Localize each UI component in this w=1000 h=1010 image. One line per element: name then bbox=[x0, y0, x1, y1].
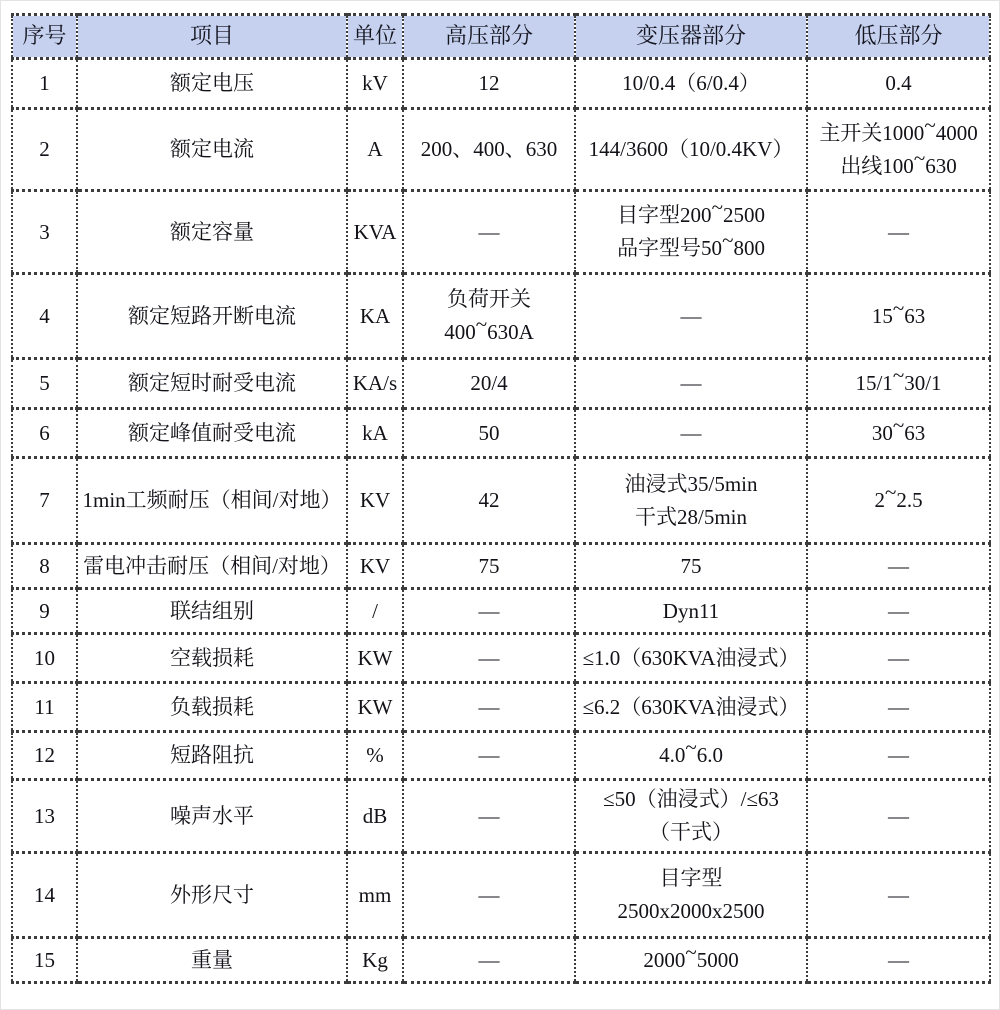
table-cell-unit: KV bbox=[347, 458, 403, 544]
table-cell-hv: — bbox=[403, 938, 575, 983]
column-header-no: 序号 bbox=[12, 15, 77, 59]
raised-tilde: ~ bbox=[892, 363, 905, 388]
table-cell-hv: 42 bbox=[403, 458, 575, 544]
table-cell-unit: Kg bbox=[347, 938, 403, 983]
table-cell-unit: KV bbox=[347, 544, 403, 589]
table-cell-unit: dB bbox=[347, 780, 403, 853]
table-cell-lv: — bbox=[807, 780, 990, 853]
table-cell-unit: KA/s bbox=[347, 359, 403, 409]
table-cell-hv: 20/4 bbox=[403, 359, 575, 409]
table-row bbox=[12, 780, 990, 853]
table-row bbox=[12, 544, 990, 589]
table-cell-hv: 12 bbox=[403, 59, 575, 109]
column-header-hv: 高压部分 bbox=[403, 15, 575, 59]
table-cell-item: 额定短路开断电流 bbox=[77, 274, 347, 359]
table-body bbox=[12, 59, 990, 983]
raised-tilde: ~ bbox=[892, 295, 905, 320]
table-cell-item: 额定电压 bbox=[77, 59, 347, 109]
table-cell-tr: 目字型 2500x2000x2500 bbox=[575, 853, 807, 938]
table-cell-item: 额定峰值耐受电流 bbox=[77, 409, 347, 458]
table-cell-item: 重量 bbox=[77, 938, 347, 983]
table-cell-no: 4 bbox=[12, 274, 77, 359]
table-row bbox=[12, 359, 990, 409]
table-cell-unit: % bbox=[347, 732, 403, 780]
table-cell-item: 雷电冲击耐压（相间/对地） bbox=[77, 544, 347, 589]
table-cell-no: 13 bbox=[12, 780, 77, 853]
raised-tilde: ~ bbox=[711, 195, 723, 220]
raised-tilde: ~ bbox=[685, 735, 697, 760]
table-cell-item: 额定电流 bbox=[77, 109, 347, 191]
table-row bbox=[12, 853, 990, 938]
table-cell-lv: 15~63 bbox=[807, 274, 990, 359]
table-cell-tr: — bbox=[575, 409, 807, 458]
table-row bbox=[12, 59, 990, 109]
table-cell-tr: 144/3600（10/0.4KV） bbox=[575, 109, 807, 191]
column-header-lv: 低压部分 bbox=[807, 15, 990, 59]
table-cell-item: 空载损耗 bbox=[77, 634, 347, 683]
table-cell-hv: 200、400、630 bbox=[403, 109, 575, 191]
table-cell-item: 额定短时耐受电流 bbox=[77, 359, 347, 409]
table-cell-lv: 主开关1000~4000 出线100~630 bbox=[807, 109, 990, 191]
raised-tilde: ~ bbox=[475, 312, 488, 337]
table-cell-no: 1 bbox=[12, 59, 77, 109]
table-cell-lv: 30~63 bbox=[807, 409, 990, 458]
table-cell-item: 负载损耗 bbox=[77, 683, 347, 732]
raised-tilde: ~ bbox=[892, 412, 905, 437]
table-cell-hv: — bbox=[403, 589, 575, 634]
raised-tilde: ~ bbox=[722, 228, 734, 253]
table-cell-no: 15 bbox=[12, 938, 77, 983]
table-row bbox=[12, 109, 990, 191]
table-cell-lv: — bbox=[807, 732, 990, 780]
column-header-tr: 变压器部分 bbox=[575, 15, 807, 59]
table-cell-unit: kV bbox=[347, 59, 403, 109]
table-row bbox=[12, 458, 990, 544]
table-row bbox=[12, 634, 990, 683]
table-cell-hv: 负荷开关 400~630A bbox=[403, 274, 575, 359]
header-row bbox=[12, 15, 990, 59]
table-cell-unit: KW bbox=[347, 634, 403, 683]
table-cell-tr: 4.0~6.0 bbox=[575, 732, 807, 780]
table-cell-lv: — bbox=[807, 634, 990, 683]
table-cell-lv: — bbox=[807, 544, 990, 589]
table-cell-tr: ≤1.0（630KVA油浸式） bbox=[575, 634, 807, 683]
table-cell-lv: — bbox=[807, 683, 990, 732]
raised-tilde: ~ bbox=[924, 112, 936, 137]
table-cell-hv: — bbox=[403, 853, 575, 938]
table-cell-unit: / bbox=[347, 589, 403, 634]
table-cell-unit: A bbox=[347, 109, 403, 191]
table-cell-no: 8 bbox=[12, 544, 77, 589]
table-cell-tr: 10/0.4（6/0.4） bbox=[575, 59, 807, 109]
table-cell-unit: KA bbox=[347, 274, 403, 359]
raised-tilde: ~ bbox=[884, 480, 897, 505]
page bbox=[1, 1, 999, 984]
table-cell-item: 噪声水平 bbox=[77, 780, 347, 853]
table-cell-tr: 2000~5000 bbox=[575, 938, 807, 983]
table-row bbox=[12, 589, 990, 634]
table-cell-tr: — bbox=[575, 359, 807, 409]
table-cell-tr: 目字型200~2500 品字型号50~800 bbox=[575, 191, 807, 274]
table-cell-no: 5 bbox=[12, 359, 77, 409]
table-cell-no: 9 bbox=[12, 589, 77, 634]
table-row bbox=[12, 274, 990, 359]
table-cell-tr: ≤50（油浸式）/≤63 （干式） bbox=[575, 780, 807, 853]
table-cell-lv: 15/1~30/1 bbox=[807, 359, 990, 409]
table-cell-tr: Dyn11 bbox=[575, 589, 807, 634]
table-cell-item: 额定容量 bbox=[77, 191, 347, 274]
table-cell-no: 6 bbox=[12, 409, 77, 458]
table-row bbox=[12, 732, 990, 780]
table-row bbox=[12, 409, 990, 458]
table-cell-no: 10 bbox=[12, 634, 77, 683]
table-cell-unit: mm bbox=[347, 853, 403, 938]
table-cell-lv: — bbox=[807, 191, 990, 274]
table-cell-hv: 75 bbox=[403, 544, 575, 589]
table-cell-tr: — bbox=[575, 274, 807, 359]
table-cell-hv: — bbox=[403, 191, 575, 274]
column-header-item: 项目 bbox=[77, 15, 347, 59]
table-cell-lv: 0.4 bbox=[807, 59, 990, 109]
table-cell-hv: 50 bbox=[403, 409, 575, 458]
table-cell-unit: kA bbox=[347, 409, 403, 458]
table-cell-no: 11 bbox=[12, 683, 77, 732]
table-cell-tr: 油浸式35/5min 干式28/5min bbox=[575, 458, 807, 544]
raised-tilde: ~ bbox=[913, 145, 926, 170]
table-header bbox=[12, 15, 990, 59]
table-row bbox=[12, 938, 990, 983]
table-cell-item: 联结组别 bbox=[77, 589, 347, 634]
spec-table bbox=[11, 13, 991, 984]
table-cell-lv: — bbox=[807, 938, 990, 983]
table-cell-no: 14 bbox=[12, 853, 77, 938]
table-cell-unit: KVA bbox=[347, 191, 403, 274]
table-row bbox=[12, 683, 990, 732]
table-cell-hv: — bbox=[403, 683, 575, 732]
table-row bbox=[12, 191, 990, 274]
table-cell-no: 3 bbox=[12, 191, 77, 274]
table-cell-item: 短路阻抗 bbox=[77, 732, 347, 780]
raised-tilde: ~ bbox=[685, 939, 697, 964]
table-cell-lv: 2~2.5 bbox=[807, 458, 990, 544]
table-cell-no: 2 bbox=[12, 109, 77, 191]
table-cell-unit: KW bbox=[347, 683, 403, 732]
table-cell-no: 12 bbox=[12, 732, 77, 780]
table-cell-no: 7 bbox=[12, 458, 77, 544]
table-cell-hv: — bbox=[403, 780, 575, 853]
column-header-unit: 单位 bbox=[347, 15, 403, 59]
table-cell-hv: — bbox=[403, 732, 575, 780]
table-cell-item: 1min工频耐压（相间/对地） bbox=[77, 458, 347, 544]
table-cell-hv: — bbox=[403, 634, 575, 683]
table-cell-item: 外形尺寸 bbox=[77, 853, 347, 938]
table-cell-lv: — bbox=[807, 853, 990, 938]
table-cell-tr: ≤6.2（630KVA油浸式） bbox=[575, 683, 807, 732]
table-cell-lv: — bbox=[807, 589, 990, 634]
table-cell-tr: 75 bbox=[575, 544, 807, 589]
